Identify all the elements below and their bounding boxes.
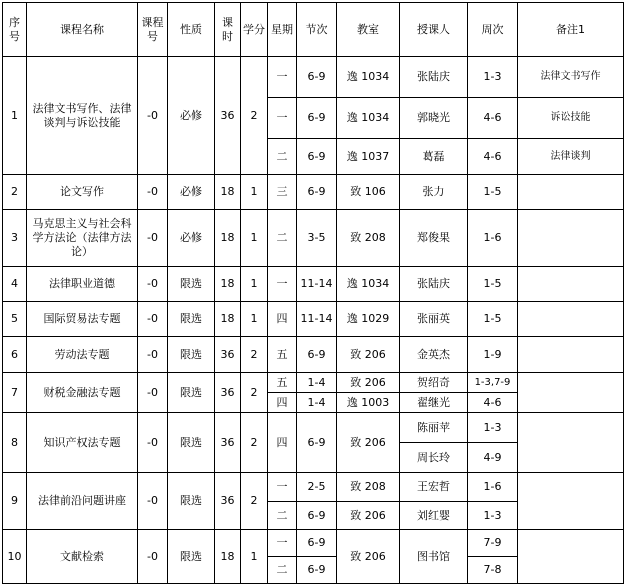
cell-credit: 1 [241,302,268,337]
cell-weeks: 1-3 [468,413,518,443]
cell-nature: 必修 [168,175,215,210]
cell-room: 逸 1034 [337,98,400,139]
table-row [3,373,624,393]
cell-room: 致 208 [337,473,400,502]
cell-hours: 36 [215,473,241,530]
header-period: 节次 [297,3,337,57]
cell-weeks: 4-6 [468,393,518,413]
cell-course-name: 文献检索 [27,530,138,584]
cell-weeks: 7-8 [468,557,518,584]
cell-nature: 必修 [168,57,215,175]
cell-teacher: 郑俊果 [400,210,468,267]
cell-seq: 7 [3,373,27,413]
cell-hours: 18 [215,175,241,210]
cell-credit: 1 [241,175,268,210]
cell-weeks: 1-3,7-9 [468,373,518,393]
cell-note [518,473,624,530]
header-weekday: 星期 [268,3,297,57]
cell-note [518,210,624,267]
cell-hours: 36 [215,57,241,175]
cell-room: 逸 1034 [337,267,400,302]
cell-room: 逸 1029 [337,302,400,337]
cell-teacher: 周长玲 [400,443,468,473]
cell-room: 致 208 [337,210,400,267]
cell-weeks: 4-6 [468,139,518,175]
cell-weekday: 三 [268,175,297,210]
header-credit: 学分 [241,3,268,57]
cell-period: 1-4 [297,393,337,413]
header-note: 备注1 [518,3,624,57]
cell-course-name: 法律前沿问题讲座 [27,473,138,530]
cell-nature: 限选 [168,413,215,473]
cell-weekday: 四 [268,302,297,337]
cell-course-name: 劳动法专题 [27,337,138,373]
cell-seq: 2 [3,175,27,210]
cell-note [518,302,624,337]
cell-period: 11-14 [297,302,337,337]
cell-seq: 1 [3,57,27,175]
cell-teacher: 郭晓光 [400,98,468,139]
cell-seq: 3 [3,210,27,267]
cell-weeks: 1-3 [468,57,518,98]
cell-period: 2-5 [297,473,337,502]
cell-weekday: 二 [268,502,297,530]
cell-period: 6-9 [297,57,337,98]
cell-nature: 限选 [168,373,215,413]
cell-credit: 2 [241,413,268,473]
cell-credit: 1 [241,530,268,584]
cell-nature: 必修 [168,210,215,267]
cell-period: 3-5 [297,210,337,267]
cell-weeks: 1-5 [468,175,518,210]
cell-hours: 36 [215,413,241,473]
cell-weeks: 1-9 [468,337,518,373]
cell-course-name: 法律职业道德 [27,267,138,302]
cell-course-name: 国际贸易法专题 [27,302,138,337]
cell-credit: 2 [241,373,268,413]
cell-period: 6-9 [297,530,337,557]
cell-room: 致 206 [337,373,400,393]
cell-room: 致 106 [337,175,400,210]
cell-nature: 限选 [168,302,215,337]
cell-note [518,175,624,210]
cell-weeks: 1-3 [468,502,518,530]
cell-room: 逸 1034 [337,57,400,98]
table-row [3,413,624,443]
cell-hours: 18 [215,530,241,584]
cell-course-code: -0 [138,373,168,413]
header-course-code: 课程号 [138,3,168,57]
cell-seq: 6 [3,337,27,373]
cell-teacher: 贺绍奇 [400,373,468,393]
cell-course-code: -0 [138,57,168,175]
cell-hours: 18 [215,302,241,337]
cell-note [518,413,624,473]
cell-period: 6-9 [297,557,337,584]
cell-room: 致 206 [337,413,400,473]
cell-seq: 9 [3,473,27,530]
header-nature: 性质 [168,3,215,57]
cell-teacher: 葛磊 [400,139,468,175]
cell-credit: 2 [241,473,268,530]
cell-teacher: 王宏哲 [400,473,468,502]
cell-weeks: 1-5 [468,302,518,337]
cell-period: 6-9 [297,502,337,530]
cell-nature: 限选 [168,473,215,530]
header-hours: 课时 [215,3,241,57]
cell-weeks: 4-9 [468,443,518,473]
cell-credit: 1 [241,210,268,267]
cell-weeks: 1-5 [468,267,518,302]
cell-note: 法律谈判 [518,139,624,175]
cell-teacher: 翟继光 [400,393,468,413]
cell-weekday: 一 [268,530,297,557]
cell-period: 1-4 [297,373,337,393]
cell-weekday: 一 [268,473,297,502]
cell-teacher: 张力 [400,175,468,210]
table-row [3,337,624,373]
cell-room: 逸 1003 [337,393,400,413]
cell-note [518,267,624,302]
cell-nature: 限选 [168,267,215,302]
header-teacher: 授课人 [400,3,468,57]
cell-note [518,373,624,413]
cell-weeks: 1-6 [468,210,518,267]
cell-course-name: 财税金融法专题 [27,373,138,413]
cell-period: 6-9 [297,413,337,473]
cell-weekday: 四 [268,413,297,473]
cell-course-code: -0 [138,175,168,210]
cell-teacher: 张陆庆 [400,57,468,98]
cell-note: 法律文书写作 [518,57,624,98]
cell-seq: 8 [3,413,27,473]
cell-credit: 2 [241,57,268,175]
cell-period: 6-9 [297,337,337,373]
cell-weeks: 4-6 [468,98,518,139]
cell-weeks: 7-9 [468,530,518,557]
table-row [3,210,624,267]
cell-weekday: 一 [268,57,297,98]
cell-course-name: 知识产权法专题 [27,413,138,473]
cell-weekday: 五 [268,337,297,373]
cell-credit: 2 [241,337,268,373]
cell-weekday: 二 [268,139,297,175]
header-weeks: 周次 [468,3,518,57]
table-row [3,530,624,557]
cell-hours: 18 [215,267,241,302]
cell-seq: 4 [3,267,27,302]
cell-nature: 限选 [168,337,215,373]
cell-teacher: 张陆庆 [400,267,468,302]
cell-teacher: 张丽英 [400,302,468,337]
cell-course-code: -0 [138,530,168,584]
cell-room: 致 206 [337,502,400,530]
cell-course-code: -0 [138,210,168,267]
cell-hours: 36 [215,337,241,373]
table-row [3,302,624,337]
cell-room: 逸 1037 [337,139,400,175]
cell-room: 致 206 [337,530,400,584]
cell-teacher: 金英杰 [400,337,468,373]
cell-hours: 18 [215,210,241,267]
cell-weekday: 一 [268,98,297,139]
cell-teacher: 陈丽苹 [400,413,468,443]
cell-teacher: 图书馆 [400,530,468,584]
cell-course-code: -0 [138,302,168,337]
cell-course-code: -0 [138,413,168,473]
cell-period: 6-9 [297,175,337,210]
cell-hours: 36 [215,373,241,413]
table-row [3,267,624,302]
cell-weekday: 二 [268,557,297,584]
cell-note [518,530,624,584]
cell-seq: 5 [3,302,27,337]
cell-credit: 1 [241,267,268,302]
cell-weeks: 1-6 [468,473,518,502]
cell-teacher: 刘红婴 [400,502,468,530]
cell-weekday: 一 [268,267,297,302]
cell-course-code: -0 [138,473,168,530]
table-row [3,57,624,98]
header-seq: 序号 [3,3,27,57]
cell-weekday: 二 [268,210,297,267]
header-row [3,3,624,57]
cell-weekday: 四 [268,393,297,413]
cell-room: 致 206 [337,337,400,373]
cell-period: 6-9 [297,139,337,175]
header-course-name: 课程名称 [27,3,138,57]
cell-course-name: 法律文书写作、法律谈判与诉讼技能 [27,57,138,175]
cell-note [518,337,624,373]
cell-course-name: 马克思主义与社会科学方法论（法律方法论） [27,210,138,267]
cell-course-code: -0 [138,267,168,302]
cell-nature: 限选 [168,530,215,584]
course-schedule-table [2,2,624,584]
cell-period: 11-14 [297,267,337,302]
cell-course-name: 论文写作 [27,175,138,210]
cell-course-code: -0 [138,337,168,373]
table-row [3,473,624,502]
cell-weekday: 五 [268,373,297,393]
cell-period: 6-9 [297,98,337,139]
cell-note: 诉讼技能 [518,98,624,139]
cell-seq: 10 [3,530,27,584]
table-row [3,175,624,210]
header-room: 教室 [337,3,400,57]
